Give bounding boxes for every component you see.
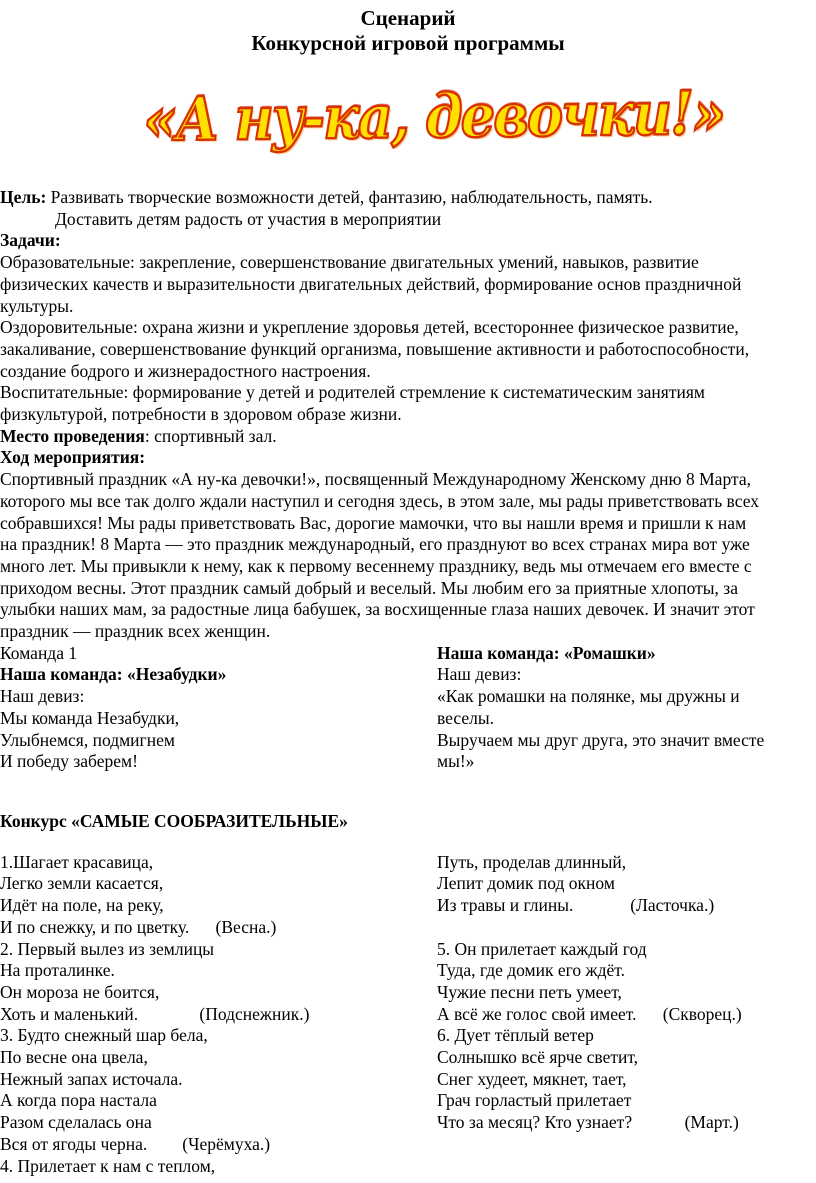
riddle-line: 2. Первый вылез из землицы — [0, 938, 215, 959]
flow-label: Ход мероприятия: — [0, 447, 146, 468]
tasks-line: закаливание, совершенствование функций организма, повышение активности и работоспособности, — [0, 338, 750, 359]
team-motto-line: И победу заберем! — [0, 751, 138, 772]
riddle-line: Нежный запах источала. — [0, 1068, 183, 1089]
flow-lines — [0, 469, 816, 643]
team-motto-line: мы!» — [437, 751, 475, 772]
page-subtitle: Конкурсной игровой программы — [251, 30, 565, 55]
riddle-line: Из травы и глины. (Ласточка.) — [437, 895, 715, 916]
teams-section — [0, 643, 816, 773]
flow-line: много лет. Мы привыкли к нему, как к первому весеннему празднику, ведь мы отмечаем его вместе с — [0, 555, 752, 576]
venue-text: : спортивный зал. — [144, 425, 277, 446]
riddle-line: Чужие песни петь умеет, — [437, 981, 622, 1002]
riddle-line: 5. Он прилетает каждый год — [437, 938, 647, 959]
flow-line: на праздник! 8 Марта — это праздник международный, его празднуют во всех странах мира вот уже — [0, 534, 750, 555]
tasks-lines — [0, 252, 816, 426]
flow-line: улыбки наших мам, за радостные лица бабушек, за восхищенные глаза наших девочек. И значит этот — [0, 599, 755, 620]
flow-line: собравшихся! Мы рады приветствовать Вас, дорогие мамочки, что вы нашли время и пришли к нам — [0, 512, 747, 533]
tasks-line: физкультурой, потребности в здоровом образе жизни. — [0, 404, 402, 425]
team-motto-line: Улыбнемся, подмигнем — [0, 729, 175, 750]
riddle-line: Идёт на поле, на реку, — [0, 895, 164, 916]
team-right-motto-lines — [437, 686, 816, 773]
tasks-label: Задачи: — [0, 230, 61, 251]
tasks-line: Воспитательные: формирование у детей и родителей стремление к систематическим занятиям — [0, 382, 705, 403]
riddle-line: И по снежку, и по цветку. (Весна.) — [0, 916, 277, 937]
riddle-line: 4. Прилетает к нам с теплом, — [0, 1155, 216, 1176]
riddle-line: Он мороза не боится, — [0, 981, 160, 1002]
tasks-line: Образовательные: закрепление, совершенствование двигательных умений, навыков, развитие — [0, 252, 699, 273]
team-left-motto-label: Наш девиз: — [0, 686, 85, 707]
team-left-motto-lines — [0, 708, 437, 773]
riddle-line: Хоть и маленький. (Подснежник.) — [0, 1003, 310, 1024]
riddle-line: Туда, где домик его ждёт. — [437, 960, 625, 981]
team-left-name: Наша команда: «Незабудки» — [0, 664, 227, 685]
riddle-line: Грач горластый прилетает — [437, 1090, 632, 1111]
riddle-line: По весне она цвела, — [0, 1047, 148, 1068]
riddle-line: Разом сделалась она — [0, 1112, 152, 1133]
team-right-column — [437, 643, 816, 773]
team-motto-line: веселы. — [437, 707, 494, 728]
team-left-column — [0, 643, 437, 773]
riddle-line: На проталинке. — [0, 960, 115, 981]
riddle-line: Лепит домик под окном — [437, 873, 615, 894]
flow-line: приходом весны. Этот праздник самый добрый и веселый. Мы любим его за приятные хлопоты, за — [0, 577, 738, 598]
team-right-name: Наша команда: «Ромашки» — [437, 642, 656, 663]
riddle-line: Путь, проделав длинный, — [437, 851, 627, 872]
riddle-line: 6. Дует тёплый ветер — [437, 1025, 594, 1046]
flow-line: которого мы все так долго ждали наступил и сегодня здесь, в этом зале, мы рады приветствовать всех — [0, 490, 759, 511]
riddle-line: Снег худеет, мякнет, тает, — [437, 1068, 627, 1089]
riddle-line: Легко земли касается, — [0, 873, 164, 894]
document-header — [0, 0, 816, 55]
team-motto-line: «Как ромашки на полянке, мы дружны и — [437, 686, 740, 707]
goal-line — [0, 187, 816, 209]
riddle-line — [437, 917, 816, 939]
riddle-line: Что за месяц? Кто узнает? (Март.) — [437, 1112, 739, 1133]
page-title: Сценарий — [360, 6, 456, 30]
goal-text: Развивать творческие возможности детей, фантазию, наблюдательность, память. — [46, 187, 653, 207]
team-motto-line: Выручаем мы друг друга, это значит вместе — [437, 729, 765, 750]
wordart-text: «А ну-ка, девочки!» — [143, 78, 725, 156]
riddle-line: 1.Шагает красавица, — [0, 851, 154, 872]
riddle-line: 3. Будто снежный шар бела, — [0, 1025, 208, 1046]
venue-label: Место проведения — [0, 425, 145, 446]
riddles-left-column — [0, 852, 437, 1178]
team-left-caption: Команда 1 — [0, 642, 78, 663]
goal-label: Цель: — [0, 187, 47, 207]
riddle-line: Вся от ягоды черна. (Черёмуха.) — [0, 1133, 271, 1154]
goal-line-2: Доставить детям радость от участия в мероприятии — [55, 208, 442, 229]
flow-line: Спортивный праздник «А ну-ка девочки!», посвященный Международному Женскому дню 8 Марта, — [0, 469, 751, 490]
tasks-line: создание бодрого и жизнерадостного настроения. — [0, 360, 371, 381]
tasks-line: физических качеств и выразительности двигательных действий, формирование основ праздничной — [0, 273, 742, 294]
riddles-section — [0, 852, 816, 1178]
wordart-banner — [0, 61, 816, 175]
contest-heading: Конкурс «САМЫЕ СООБРАЗИТЕЛЬНЫЕ» — [0, 810, 348, 831]
venue-line — [0, 426, 816, 448]
riddles-right-column — [437, 852, 816, 1178]
team-motto-line: Мы команда Незабудки, — [0, 707, 180, 728]
document-body — [0, 187, 816, 643]
team-right-motto-label: Наш девиз: — [437, 664, 522, 685]
flow-line: праздник — праздник всех женщин. — [0, 621, 271, 642]
riddle-line: А всё же голос свой имеет. (Скворец.) — [437, 1003, 742, 1024]
riddle-line: А когда пора настала — [0, 1090, 157, 1111]
tasks-line: культуры. — [0, 295, 74, 316]
riddle-line: Солнышко всё ярче светит, — [437, 1047, 639, 1068]
tasks-line: Оздоровительные: охрана жизни и укрепление здоровья детей, всестороннее физическое развитие, — [0, 317, 739, 338]
